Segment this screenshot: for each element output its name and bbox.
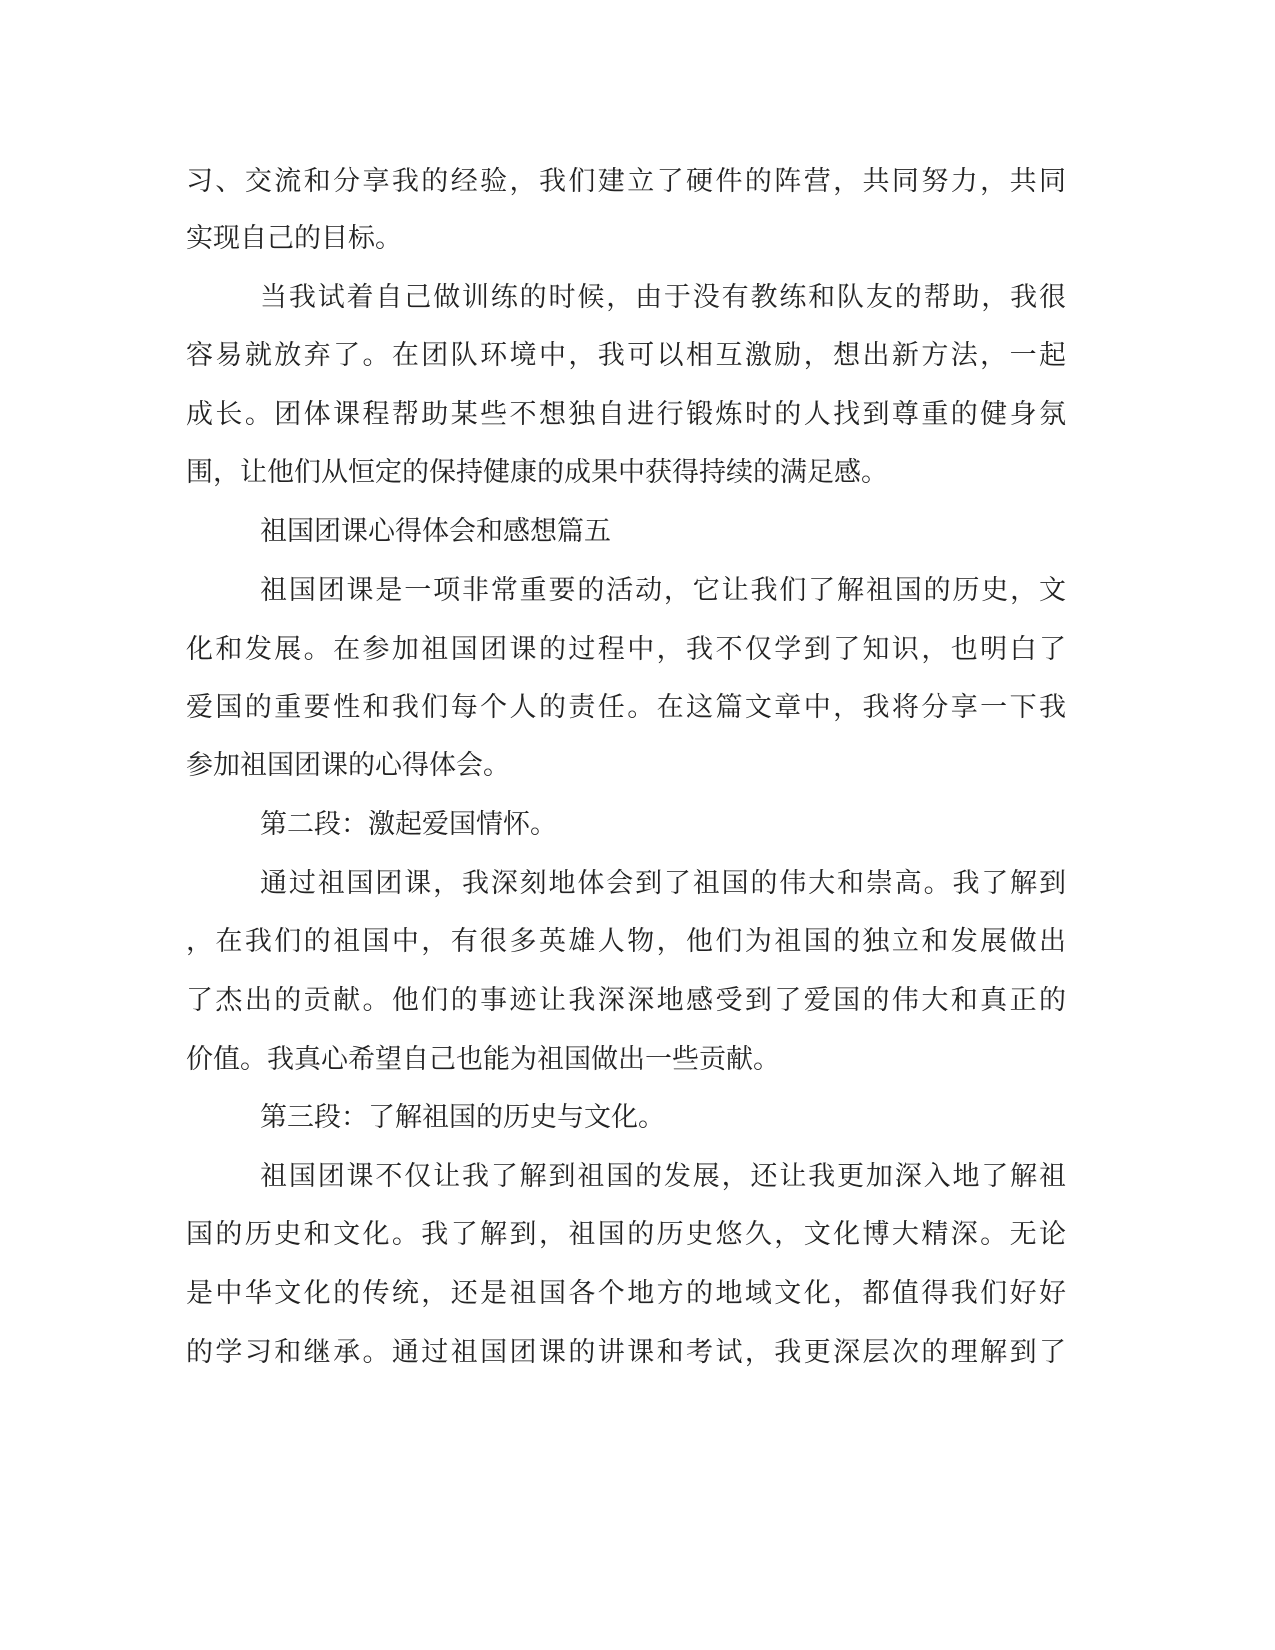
body-text-line: 容易就放弃了。在团队环境中，我可以相互激励，想出新方法，一起 xyxy=(186,340,1066,371)
body-text-line: 化和发展。在参加祖国团课的过程中，我不仅学到了知识，也明白了 xyxy=(186,634,1066,665)
body-text-line: 了杰出的贡献。他们的事迹让我深深地感受到了爱国的伟大和真正的 xyxy=(186,985,1066,1016)
body-text-line: 成长。团体课程帮助某些不想独自进行锻炼时的人找到尊重的健身氛 xyxy=(186,399,1066,430)
body-text-line: 价值。我真心希望自己也能为祖国做出一些贡献。 xyxy=(186,1044,780,1075)
body-text-line: ，在我们的祖国中，有很多英雄人物，他们为祖国的独立和发展做出 xyxy=(186,926,1066,957)
body-text-line: 爱国的重要性和我们每个人的责任。在这篇文章中，我将分享一下我 xyxy=(186,692,1066,723)
section-heading: 第二段：激起爱国情怀。 xyxy=(260,809,557,840)
paragraph-first-line: 祖国团课是一项非常重要的活动，它让我们了解祖国的历史，文 xyxy=(260,575,1066,606)
body-text-line: 围，让他们从恒定的保持健康的成果中获得持续的满足感。 xyxy=(186,457,888,488)
paragraph-first-line: 通过祖国团课，我深刻地体会到了祖国的伟大和崇高。我了解到 xyxy=(260,868,1066,899)
body-text-line: 参加祖国团课的心得体会。 xyxy=(186,750,510,781)
section-heading: 第三段：了解祖国的历史与文化。 xyxy=(260,1102,665,1133)
body-text-line: 国的历史和文化。我了解到，祖国的历史悠久，文化博大精深。无论 xyxy=(186,1219,1066,1250)
body-text-line: 习、交流和分享我的经验，我们建立了硬件的阵营，共同努力，共同 xyxy=(186,166,1066,197)
body-text-line: 的学习和继承。通过祖国团课的讲课和考试，我更深层次的理解到了 xyxy=(186,1337,1066,1368)
paragraph-first-line: 当我试着自己做训练的时候，由于没有教练和队友的帮助，我很 xyxy=(260,282,1066,313)
body-text-line: 实现自己的目标。 xyxy=(186,223,402,254)
body-text-line: 是中华文化的传统，还是祖国各个地方的地域文化，都值得我们好好 xyxy=(186,1278,1066,1309)
section-heading: 祖国团课心得体会和感想篇五 xyxy=(260,516,611,547)
paragraph-first-line: 祖国团课不仅让我了解到祖国的发展，还让我更加深入地了解祖 xyxy=(260,1161,1066,1192)
